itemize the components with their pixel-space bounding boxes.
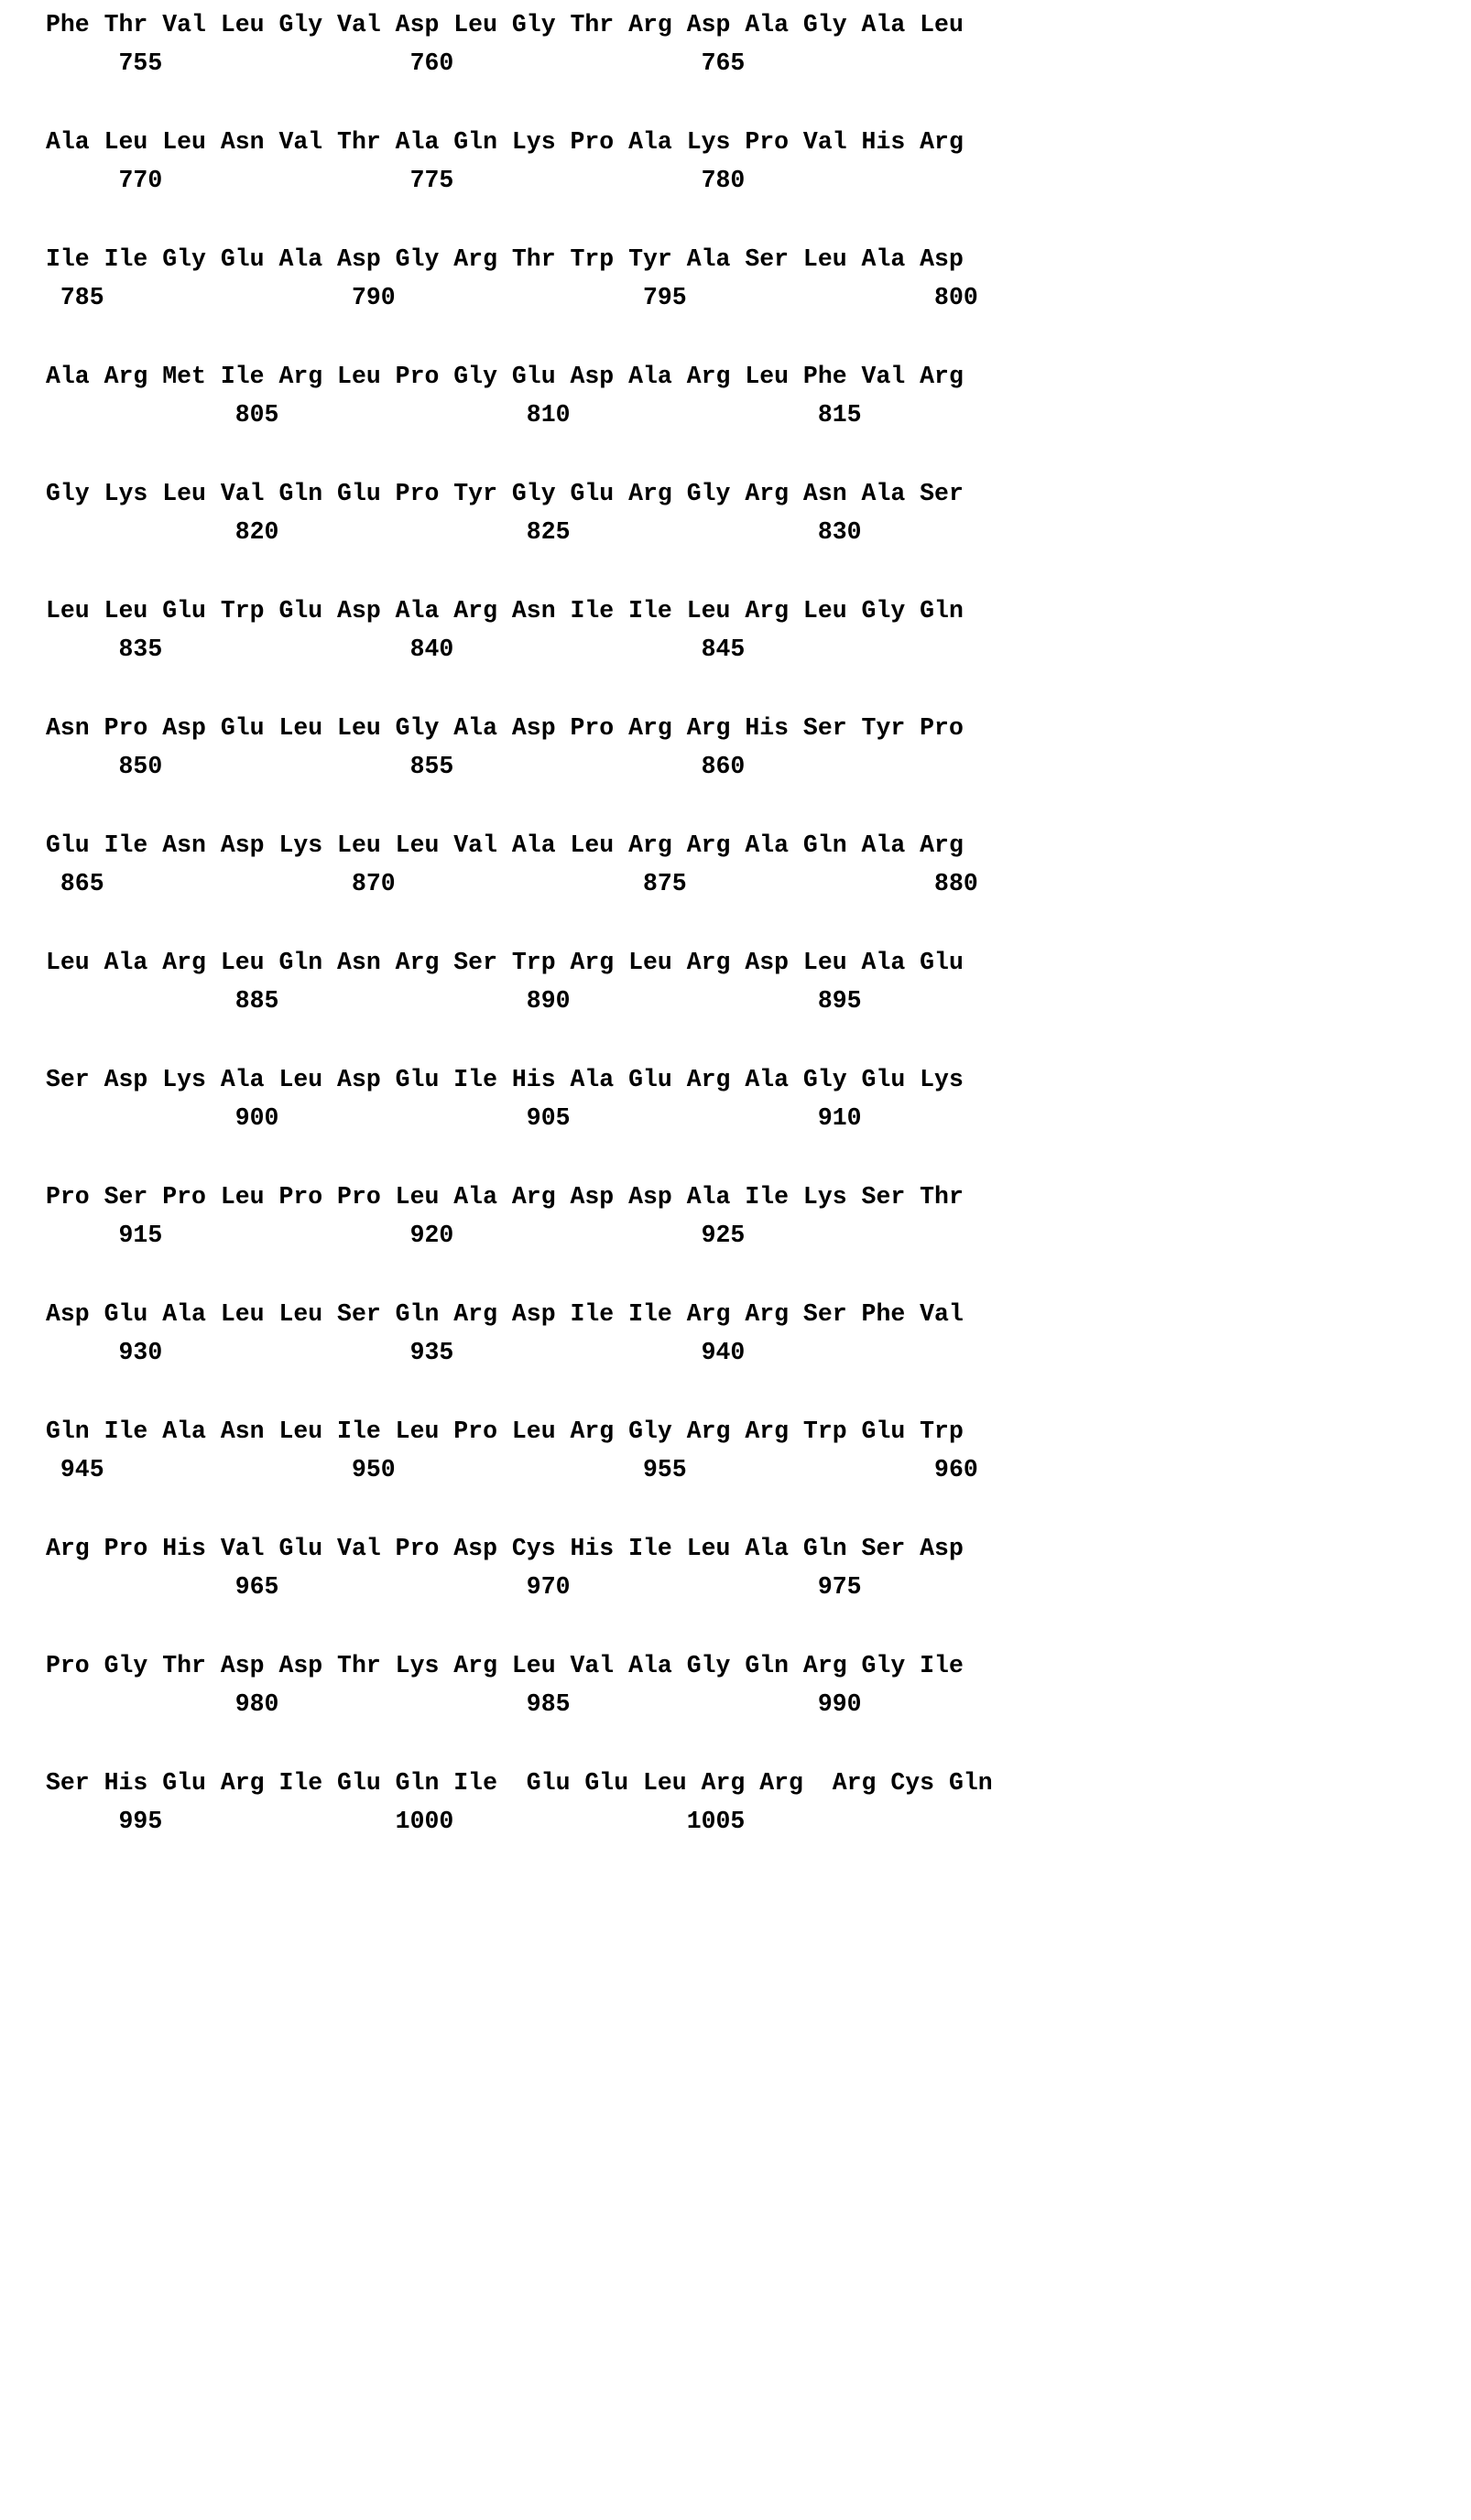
sequence-block (46, 244, 1436, 313)
residue-row: Leu Leu Glu Trp Glu Asp Ala Arg Asn Ile Ile Leu Arg Leu Gly Gln (46, 597, 964, 625)
sequence-listing (35, 9, 1436, 1837)
residue-row: Phe Thr Val Leu Gly Val Asp Leu Gly Thr Arg Asp Ala Gly Ala Leu (46, 11, 964, 38)
position-number-row: 885 890 895 (46, 987, 862, 1015)
sequence-block (46, 126, 1436, 196)
residue-row: Ala Leu Leu Asn Val Thr Ala Gln Lys Pro Ala Lys Pro Val His Arg (46, 128, 964, 156)
position-number-row: 755 760 765 (46, 49, 746, 77)
position-number-row: 995 1000 1005 (46, 1808, 746, 1835)
sequence-block (46, 947, 1436, 1016)
position-number-row: 865 870 875 880 (46, 870, 978, 897)
position-number-row: 965 970 975 (46, 1573, 862, 1601)
position-number-row: 850 855 860 (46, 753, 746, 780)
residue-row: Gln Ile Ala Asn Leu Ile Leu Pro Leu Arg Gly Arg Arg Trp Glu Trp (46, 1418, 964, 1445)
sequence-block (46, 1767, 1436, 1837)
sequence-block (46, 1298, 1436, 1368)
sequence-block (46, 830, 1436, 899)
residue-row: Ser His Glu Arg Ile Glu Gln Ile Glu Glu Leu Arg Arg Arg Cys Gln (46, 1769, 993, 1797)
residue-row: Ala Arg Met Ile Arg Leu Pro Gly Glu Asp Ala Arg Leu Phe Val Arg (46, 363, 964, 390)
position-number-row: 930 935 940 (46, 1339, 746, 1366)
residue-row: Glu Ile Asn Asp Lys Leu Leu Val Ala Leu Arg Arg Ala Gln Ala Arg (46, 831, 964, 859)
position-number-row: 915 920 925 (46, 1222, 746, 1249)
residue-row: Pro Gly Thr Asp Asp Thr Lys Arg Leu Val Ala Gly Gln Arg Gly Ile (46, 1652, 964, 1679)
position-number-row: 805 810 815 (46, 401, 862, 429)
sequence-block (46, 1533, 1436, 1602)
position-number-row: 900 905 910 (46, 1104, 862, 1132)
sequence-block (46, 1650, 1436, 1720)
position-number-row: 980 985 990 (46, 1690, 862, 1718)
residue-row: Ile Ile Gly Glu Ala Asp Gly Arg Thr Trp Tyr Ala Ser Leu Ala Asp (46, 245, 964, 273)
position-number-row: 835 840 845 (46, 635, 746, 663)
position-number-row: 785 790 795 800 (46, 284, 978, 311)
sequence-block (46, 595, 1436, 665)
sequence-block (46, 1064, 1436, 1134)
sequence-block (46, 478, 1436, 548)
sequence-block (46, 9, 1436, 79)
residue-row: Gly Lys Leu Val Gln Glu Pro Tyr Gly Glu Arg Gly Arg Asn Ala Ser (46, 480, 964, 507)
sequence-block (46, 1416, 1436, 1485)
position-number-row: 820 825 830 (46, 518, 862, 546)
sequence-block (46, 361, 1436, 430)
residue-row: Leu Ala Arg Leu Gln Asn Arg Ser Trp Arg Leu Arg Asp Leu Ala Glu (46, 949, 964, 976)
residue-row: Asp Glu Ala Leu Leu Ser Gln Arg Asp Ile Ile Arg Arg Ser Phe Val (46, 1300, 964, 1328)
sequence-block (46, 1181, 1436, 1251)
position-number-row: 770 775 780 (46, 167, 746, 194)
residue-row: Ser Asp Lys Ala Leu Asp Glu Ile His Ala Glu Arg Ala Gly Glu Lys (46, 1066, 964, 1093)
residue-row: Arg Pro His Val Glu Val Pro Asp Cys His Ile Leu Ala Gln Ser Asp (46, 1535, 964, 1562)
residue-row: Asn Pro Asp Glu Leu Leu Gly Ala Asp Pro Arg Arg His Ser Tyr Pro (46, 714, 964, 742)
sequence-block (46, 712, 1436, 782)
position-number-row: 945 950 955 960 (46, 1456, 978, 1483)
residue-row: Pro Ser Pro Leu Pro Pro Leu Ala Arg Asp Asp Ala Ile Lys Ser Thr (46, 1183, 964, 1211)
